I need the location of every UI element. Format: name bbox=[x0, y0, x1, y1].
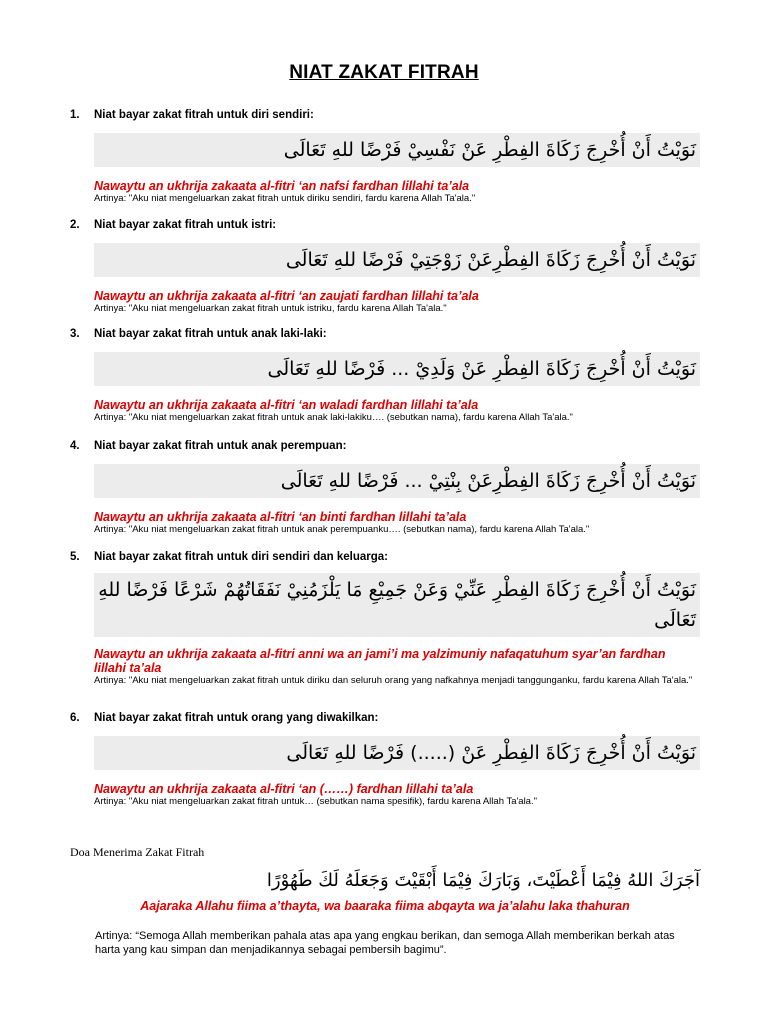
item-heading-text: Niat bayar zakat fitrah untuk istri: bbox=[94, 219, 277, 231]
niat-item-3 bbox=[70, 328, 700, 424]
item-heading-text: Niat bayar zakat fitrah untuk orang yang diwakilkan: bbox=[94, 712, 379, 724]
arabic-text: نَوَيْتُ أَنْ أُخْرِجَ زَكَاةَ الفِطْرِعَنْ بِنْتِيْ ... فَرْضًا للهِ تَعَالَى bbox=[94, 464, 700, 498]
item-number: 6. bbox=[70, 712, 80, 724]
item-heading-text: Niat bayar zakat fitrah untuk anak perempuan: bbox=[94, 440, 347, 452]
meaning-text: Artinya: "Aku niat mengeluarkan zakat fitrah untuk anak laki-lakiku…. (sebutkan nama), fardu karena Allah Ta'ala." bbox=[94, 412, 573, 423]
doa-arabic-text: آجَرَكَ اللهُ فِيْمَا أَعْطَيْتَ، وَبَارَكَ فِيْمَا أَبْقَيْتَ وَجَعَلَهُ لَكَ طَهُوْرًا bbox=[266, 870, 700, 891]
meaning-text: Artinya: "Aku niat mengeluarkan zakat fitrah untuk… (sebutkan nama spesifik), fardu karena Allah Ta'ala." bbox=[94, 796, 537, 807]
item-heading bbox=[70, 219, 700, 231]
arabic-text: نَوَيْتُ أَنْ أُخْرِجَ زَكَاةَ الفِطْرِعَنْ زَوْجَتِيْ فَرْضًا للهِ تَعَالَى bbox=[94, 243, 700, 277]
transliteration: Nawaytu an ukhrija zakaata al-fitri anni wa an jami’i ma yalzimuniy nafaqatuhum syar’an fardhan lillahi ta’ala bbox=[94, 647, 666, 675]
item-heading-text: Niat bayar zakat fitrah untuk diri sendiri: bbox=[94, 109, 314, 121]
arabic-text: نَوَيْتُ أَنْ أُخْرِجَ زَكَاةَ الفِطْرِ عَنْ (.....) فَرْضًا للهِ تَعَالَى bbox=[94, 736, 700, 770]
niat-item-1 bbox=[70, 109, 700, 205]
transliteration: Nawaytu an ukhrija zakaata al-fitri ‘an binti fardhan lillahi ta’ala bbox=[94, 510, 467, 524]
item-number: 1. bbox=[70, 109, 80, 121]
item-heading bbox=[70, 712, 700, 724]
niat-item-5 bbox=[70, 551, 700, 687]
item-heading bbox=[70, 328, 700, 340]
arabic-text: نَوَيْتُ أَنْ أُخْرِجَ زَكَاةَ الفِطْرِ عَنْ نَفْسِيْ فَرْضًا للهِ تَعَالَى bbox=[94, 133, 700, 167]
item-heading-text: Niat bayar zakat fitrah untuk diri sendiri dan keluarga: bbox=[94, 551, 388, 563]
transliteration: Nawaytu an ukhrija zakaata al-fitri ‘an (……) fardhan lillahi ta’ala bbox=[94, 782, 474, 796]
niat-item-4 bbox=[70, 440, 700, 536]
item-number: 4. bbox=[70, 440, 80, 452]
item-number: 3. bbox=[70, 328, 80, 340]
transliteration: Nawaytu an ukhrija zakaata al-fitri ‘an nafsi fardhan lillahi ta’ala bbox=[94, 179, 470, 193]
meaning-text: Artinya: "Aku niat mengeluarkan zakat fitrah untuk anak perempuanku…. (sebutkan nama), fardu karena Allah Ta'ala." bbox=[94, 524, 590, 535]
item-number: 5. bbox=[70, 551, 80, 563]
niat-item-2 bbox=[70, 219, 700, 315]
item-heading bbox=[70, 440, 700, 452]
item-heading bbox=[70, 109, 700, 121]
doa-title: Doa Menerima Zakat Fitrah bbox=[70, 845, 205, 859]
doa-transliteration: Aajaraka Allahu fiima a’thayta, wa baaraka fiima abqayta wa ja’alahu laka thahuran bbox=[140, 899, 630, 913]
transliteration: Nawaytu an ukhrija zakaata al-fitri ‘an waladi fardhan lillahi ta’ala bbox=[94, 398, 479, 412]
meaning-text: Artinya: "Aku niat mengeluarkan zakat fitrah untuk diriku sendiri, fardu karena Allah Ta'ala." bbox=[94, 193, 476, 204]
arabic-text: نَوَيْتُ أَنْ أُخْرِجَ زَكَاةَ الفِطْرِ عَنْ وَلَدِيْ ... فَرْضًا للهِ تَعَالَى bbox=[94, 352, 700, 386]
item-heading bbox=[70, 551, 700, 563]
meaning-text: Artinya: "Aku niat mengeluarkan zakat fitrah untuk istriku, fardu karena Allah Ta'ala." bbox=[94, 303, 447, 314]
niat-item-6 bbox=[70, 712, 700, 808]
doa-meaning-text: Artinya: “Semoga Allah memberikan pahala atas apa yang engkau berikan, dan semoga Allah memberikan berkah atas harta yang kau simpan dan menjadikannya sebagai pembersih bagimu”. bbox=[95, 930, 675, 956]
arabic-text: نَوَيْتُ أَنْ أُخْرِجَ زَكَاةَ الفِطْرِ عَنِّيْ وَعَنْ جَمِيْعِ مَا يَلْزَمُنِيْ نَفَقَاتُهُمْ شَرْعًا فَرْضًا للهِ تَعَالَى bbox=[94, 573, 700, 637]
transliteration: Nawaytu an ukhrija zakaata al-fitri ‘an zaujati fardhan lillahi ta’ala bbox=[94, 289, 479, 303]
item-number: 2. bbox=[70, 219, 80, 231]
item-heading-text: Niat bayar zakat fitrah untuk anak laki-laki: bbox=[94, 328, 327, 340]
meaning-text: Artinya: "Aku niat mengeluarkan zakat fitrah untuk diriku dan seluruh orang yang nafkahnya menjadi tanggunganku, fardu karena Allah Ta'ala." bbox=[94, 675, 693, 686]
page-title: NIAT ZAKAT FITRAH bbox=[289, 62, 479, 83]
